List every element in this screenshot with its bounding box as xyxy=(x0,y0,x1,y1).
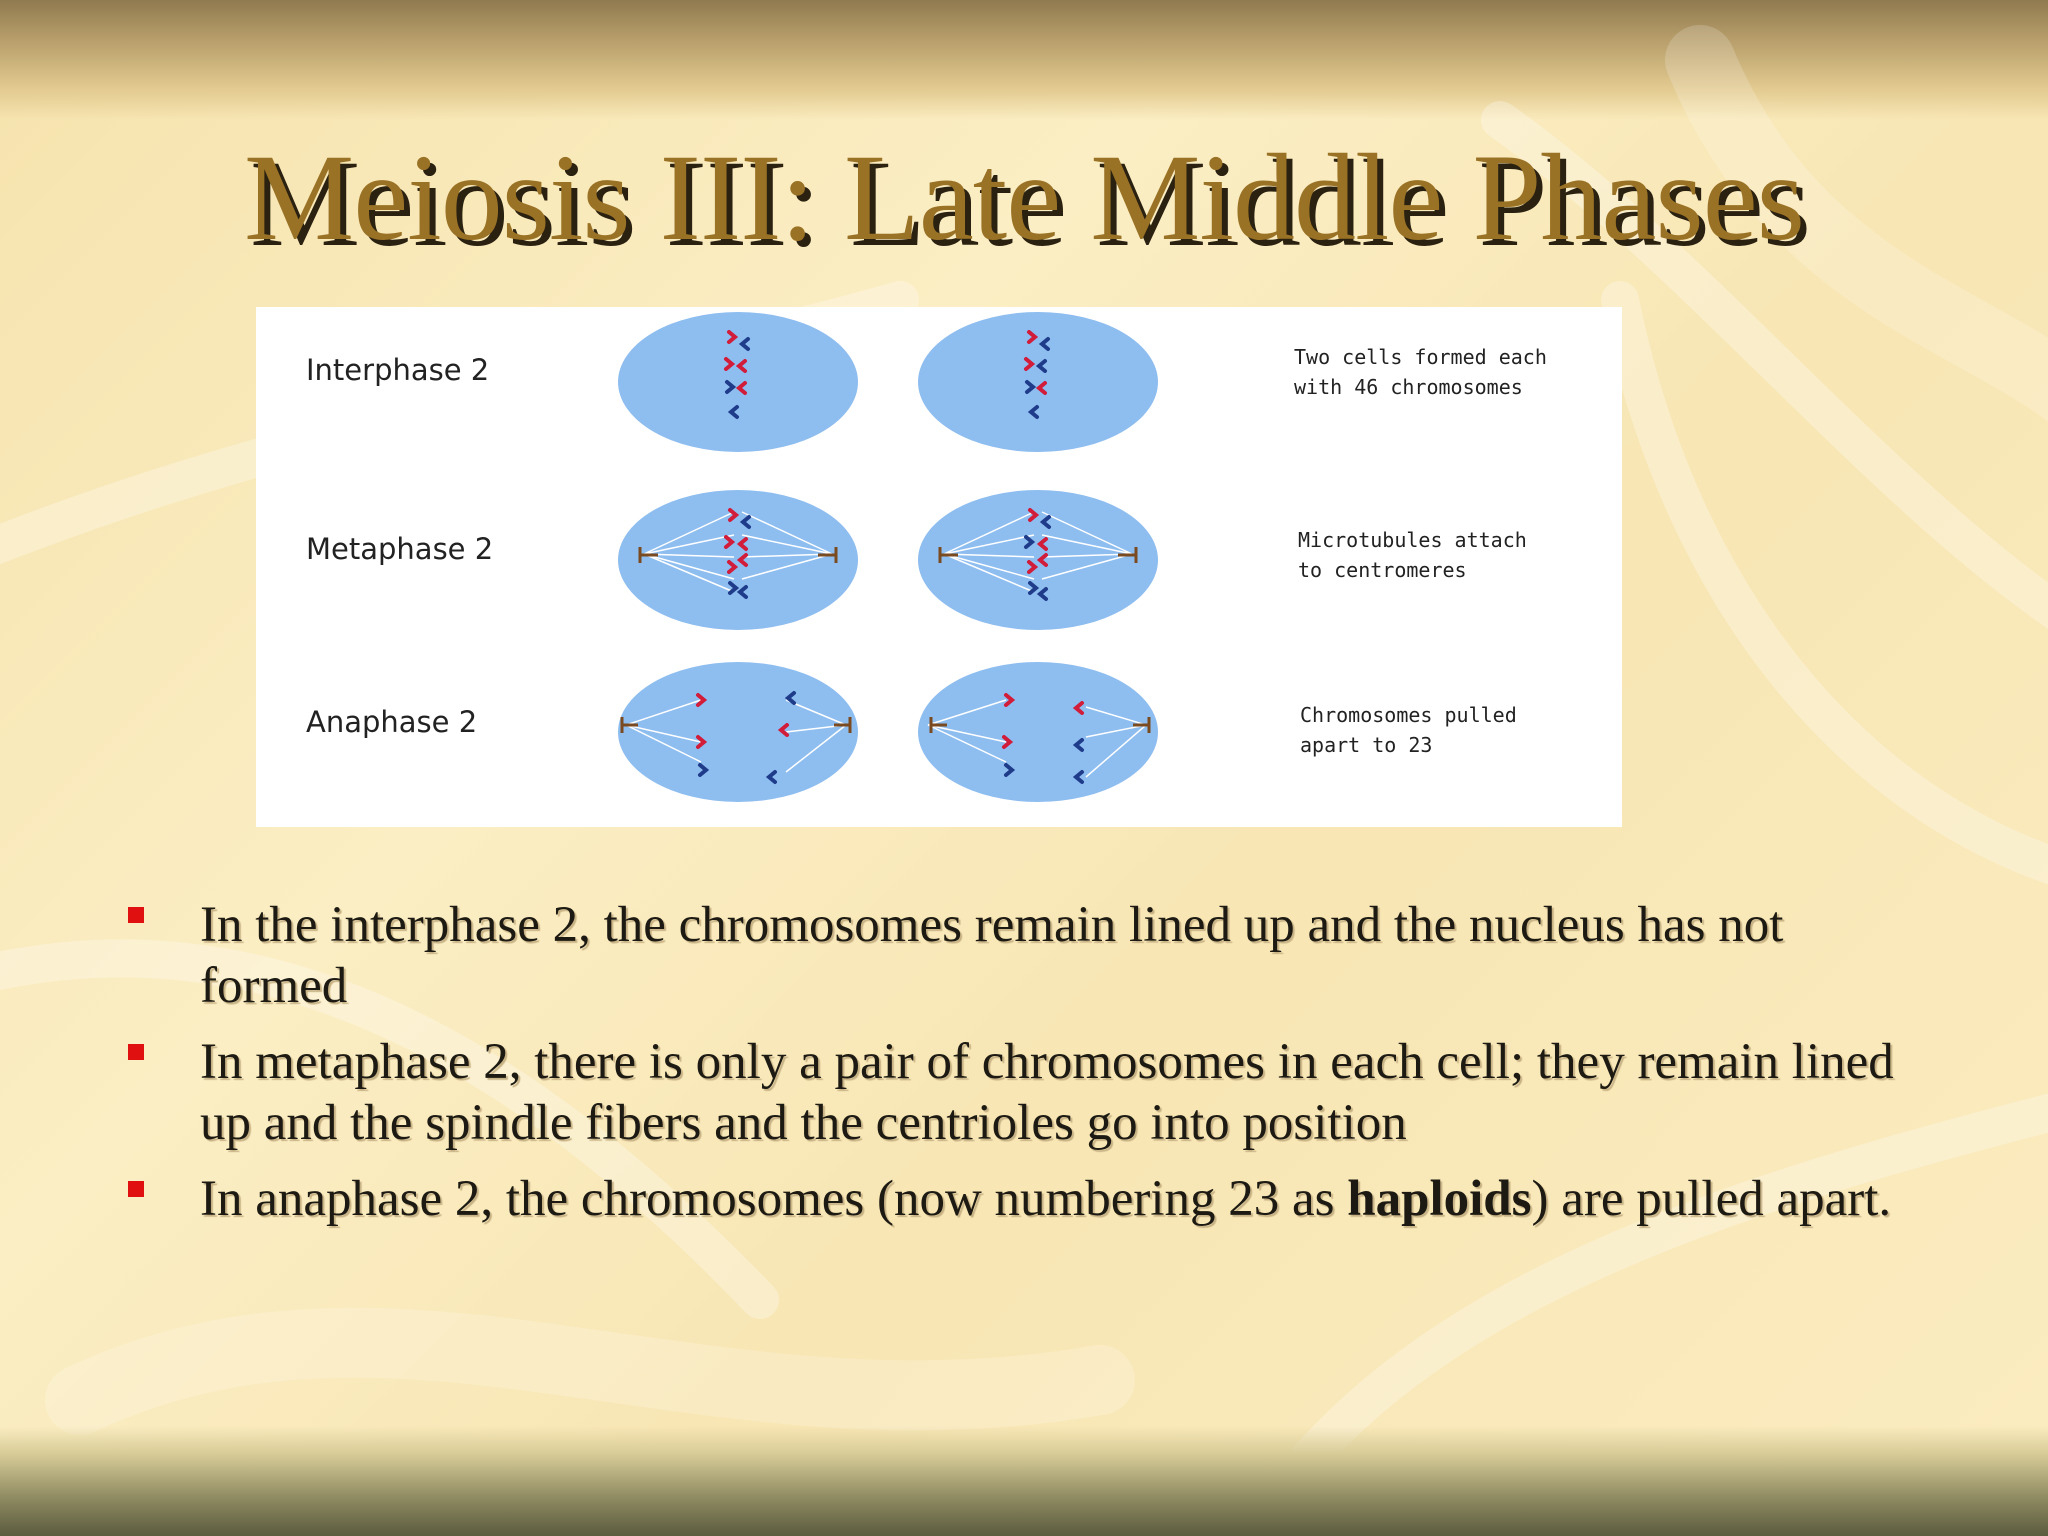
bottom-band xyxy=(0,1426,2048,1536)
phase-desc-anaphase xyxy=(1300,700,1560,760)
bullet-item xyxy=(120,1169,1920,1230)
slide-title: Meiosis III: Late Middle Phases xyxy=(243,129,1805,266)
bullet-text: In the interphase 2, the chromosomes remain lined up and the nucleus has not formed xyxy=(200,897,1784,1014)
phase-desc-interphase-line2: with 46 chromosomes xyxy=(1294,375,1523,399)
phase-desc-interphase xyxy=(1294,342,1554,402)
bullet-square-icon xyxy=(128,907,144,923)
cell-interphase-right xyxy=(918,312,1158,452)
phase-desc-metaphase-line1: Microtubules attach xyxy=(1298,528,1527,552)
bullet-text-start: In anaphase 2, the chromosomes (now numbering 23 as xyxy=(200,1171,1348,1227)
bullet-text: In metaphase 2, there is only a pair of chromosomes in each cell; they remain lined up and the spindle fibers and the centrioles go into position xyxy=(200,1034,1894,1151)
phase-desc-metaphase xyxy=(1298,525,1558,585)
cell-interphase-left xyxy=(618,312,858,452)
phase-label-anaphase: Anaphase 2 xyxy=(306,705,478,739)
bullet-text-bold-term: haploids xyxy=(1347,1171,1532,1227)
meiosis-figure xyxy=(256,307,1622,827)
bullet-square-icon xyxy=(128,1044,144,1060)
bullet-text-end: ) are pulled apart. xyxy=(1531,1171,1892,1227)
bullet-square-icon xyxy=(128,1181,144,1197)
bullet-list xyxy=(120,895,1920,1245)
bullet-item xyxy=(120,1032,1920,1154)
phase-desc-anaphase-line2: apart to 23 xyxy=(1300,733,1433,757)
phase-desc-metaphase-line2: to centromeres xyxy=(1298,558,1467,582)
bullet-item xyxy=(120,895,1920,1017)
phase-desc-anaphase-line1: Chromosomes pulled xyxy=(1300,703,1517,727)
phase-desc-interphase-line1: Two cells formed each xyxy=(1294,345,1547,369)
cell-anaphase-right xyxy=(918,662,1158,802)
phase-label-metaphase: Metaphase 2 xyxy=(306,532,494,566)
phase-label-interphase: Interphase 2 xyxy=(306,353,490,387)
